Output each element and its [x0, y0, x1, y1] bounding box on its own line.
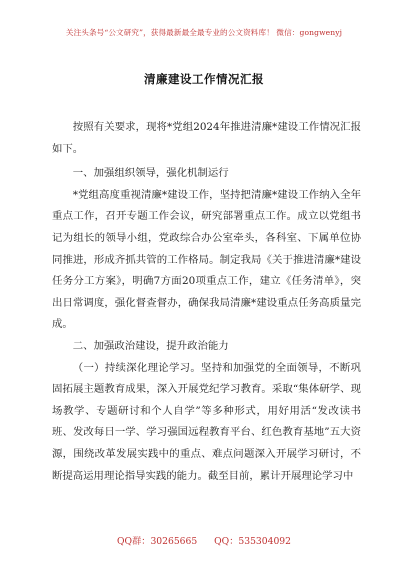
document-body	[52, 117, 361, 487]
qq-group-text: QQ群：30265665	[117, 536, 198, 547]
promo-banner: 关注头条号“公文研究”，获得最新最全最专业的公文资料库！ 微信：gongwenyj	[65, 28, 343, 37]
section-heading-2: 二、加强政治建设，提升政治能力	[72, 339, 229, 352]
document-title: 清廉建设工作情况汇报	[144, 72, 264, 86]
intro-paragraph: 按照有关要求，现将*党组2024年推进清廉*建设工作情况汇报如下。	[52, 121, 361, 155]
contact-footer	[0, 533, 408, 547]
body-paragraph: *党组高度重视清廉*建设工作，坚持把清廉*建设工作纳入全年重点工作，召开专题工作会议，研究部署重点工作。成立以党组书记为组长的领导小组，党政综合办公室牵头，各科室、下属单位协同推进，形成齐抓共管的工作格局。制定我局《关于推进清廉*建设任务分工方案》，明确7方面20项重点工作，建立《任务清单》，突出日常调度，强化督查督办，确保我局清廉*建设重点任务高质量完成。	[52, 188, 361, 331]
qq-contact-text: QQ：535304092	[214, 536, 291, 547]
section-heading-1: 一、加强组织领导，强化机制运行	[72, 167, 229, 180]
body-paragraph: （一）持续深化理论学习。坚持和加强党的全面领导，不断巩固拓展主题教育成果，深入开展党纪学习教育。采取“集体研学、现场教学、专题研讨和个人自学”等多种形式，用好用活“发改读书班、发改每日一学、学习强国远程教育平台、红色教育基地”五大资源，围绕改革发展实践中的重点、难点问题深入开展学习研讨，不断提高运用理论指导实践的能力。截至目前，累计开展理论学习中	[52, 361, 361, 482]
